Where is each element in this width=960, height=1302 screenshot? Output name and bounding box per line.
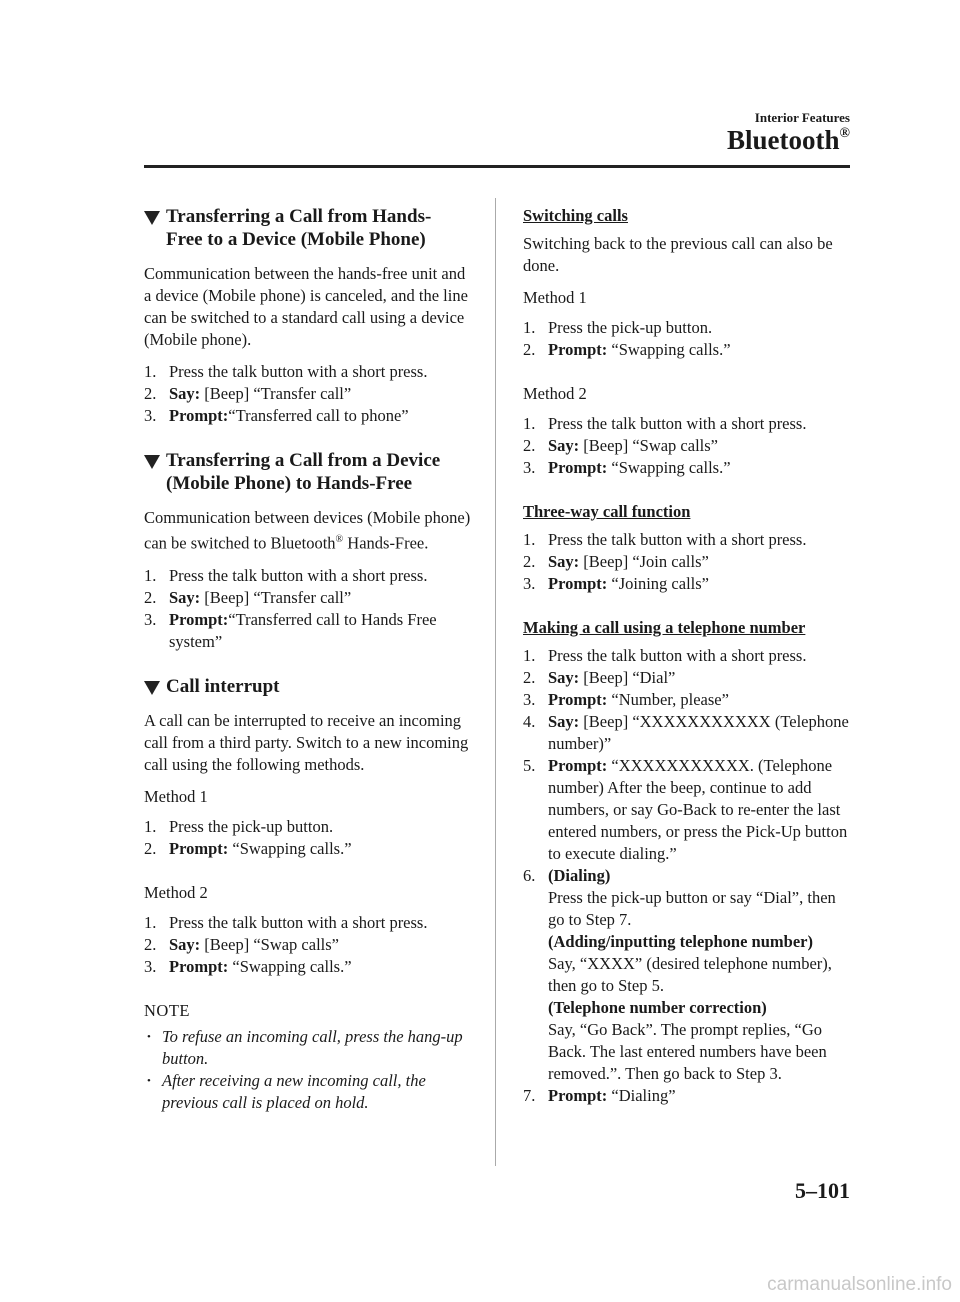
section-title-transfer-to-device: Transferring a Call from Hands- Free to a Device (Mobile Phone) — [144, 205, 474, 251]
method-heading: Method 1 — [523, 288, 587, 307]
paragraph: Communication between devices (Mobile phone) can be switched to Bluetooth® Hands-Free. — [144, 508, 471, 553]
list-item: 2. Say: [Beep] “Join calls” — [523, 552, 709, 571]
method-heading: Method 1 — [144, 786, 208, 806]
right-column — [523, 205, 853, 1119]
triangle-marker-icon — [144, 455, 160, 469]
bullet-icon: • — [147, 1030, 151, 1043]
triangle-marker-icon — [144, 681, 160, 695]
paragraph: Communication between the hands-free unit and a device (Mobile phone) is canceled, and the line can be switched to a standard call using a device (Mobile phone). — [144, 264, 468, 349]
step-list — [523, 317, 853, 361]
subheading-three-way-call: Three-way call function — [523, 502, 691, 521]
list-item: 3. Prompt: “Swapping calls.” — [523, 458, 731, 477]
column-divider — [495, 198, 496, 1166]
paragraph: A call can be interrupted to receive an incoming call from a third party. Switch to a new incoming call using the following methods. — [144, 710, 469, 774]
paragraph: Switching back to the previous call can also be done. — [523, 234, 833, 275]
list-item: 3. Prompt: “Swapping calls.” — [144, 956, 352, 976]
section-title-call-interrupt: Call interrupt — [144, 675, 474, 698]
step-list — [523, 529, 853, 595]
step-list — [144, 565, 474, 653]
list-item: 1. Press the pick-up button. — [144, 816, 334, 836]
list-item: 3. Prompt:“Transferred call to Hands Free system” — [144, 609, 437, 651]
list-item: 2. Prompt: “Swapping calls.” — [144, 838, 352, 858]
header-section: Interior Features — [754, 110, 850, 125]
page-number: 5–101 — [795, 1178, 850, 1203]
section-title-transfer-to-handsfree: Transferring a Call from a Device (Mobile Phone) to Hands-Free — [144, 449, 474, 495]
step-list — [144, 361, 474, 427]
method-heading: Method 2 — [523, 384, 587, 403]
list-item: 2. Say: [Beep] “Swap calls” — [144, 934, 339, 954]
list-item: 6. (Dialing) Press the pick-up button or say “Dial”, then go to Step 7. (Adding/inputting telephone number) Say, “XXXX” (desired telephone number), then go to Step 5. (Telephone number correction) Say, “Go Back”. The prompt replies, “Go Back. The last entered numbers have been removed.”. Then go back to Step 3. — [523, 866, 836, 1083]
list-item: 1. Press the pick-up button. — [523, 318, 713, 337]
header-title: Bluetooth® — [727, 125, 850, 155]
list-item: 2. Say: [Beep] “Transfer call” — [144, 384, 352, 403]
list-item: 2. Say: [Beep] “Dial” — [523, 668, 676, 687]
watermark: carmanualsonline.info — [767, 1274, 952, 1295]
step-list — [144, 816, 474, 860]
list-item: 2. Say: [Beep] “Transfer call” — [144, 587, 352, 607]
list-item: 1. Press the talk button with a short press. — [523, 530, 807, 549]
header-rule — [144, 165, 850, 168]
step-list — [144, 912, 474, 978]
method-heading: Method 2 — [144, 882, 208, 902]
list-item: 5. Prompt: “XXXXXXXXXXX. (Telephone number) After the beep, continue to add numbers, or say Go-Back to re-enter the last entered numbers, or press the Pick-Up button to execute dialing.” — [523, 756, 848, 863]
bullet-icon: • — [147, 1074, 151, 1087]
list-item: 3. Prompt: “Number, please” — [523, 690, 729, 709]
list-item: • After receiving a new incoming call, the previous call is placed on hold. — [147, 1070, 426, 1112]
step-list — [523, 645, 853, 1107]
note-heading: NOTE — [144, 1000, 190, 1020]
list-item: 1. Press the talk button with a short press. — [144, 565, 428, 585]
list-item: 1. Press the talk button with a short press. — [144, 362, 428, 381]
list-item: 1. Press the talk button with a short press. — [523, 414, 807, 433]
triangle-marker-icon — [144, 211, 160, 225]
list-item: 4. Say: [Beep] “XXXXXXXXXXX (Telephone number)” — [523, 712, 849, 753]
list-item: 1. Press the talk button with a short press. — [523, 646, 807, 665]
subheading-switching-calls: Switching calls — [523, 206, 628, 225]
list-item: 2. Say: [Beep] “Swap calls” — [523, 436, 718, 455]
list-item: 3. Prompt:“Transferred call to phone” — [144, 406, 409, 425]
note-list — [144, 1026, 474, 1114]
subheading-dial-number: Making a call using a telephone number — [523, 618, 806, 637]
list-item: 3. Prompt: “Joining calls” — [523, 574, 709, 593]
list-item: 1. Press the talk button with a short press. — [144, 912, 428, 932]
list-item: 7. Prompt: “Dialing” — [523, 1086, 676, 1105]
step-list — [523, 413, 853, 479]
list-item: • To refuse an incoming call, press the hang-up button. — [147, 1026, 463, 1068]
list-item: 2. Prompt: “Swapping calls.” — [523, 340, 731, 359]
left-column — [144, 205, 474, 1114]
